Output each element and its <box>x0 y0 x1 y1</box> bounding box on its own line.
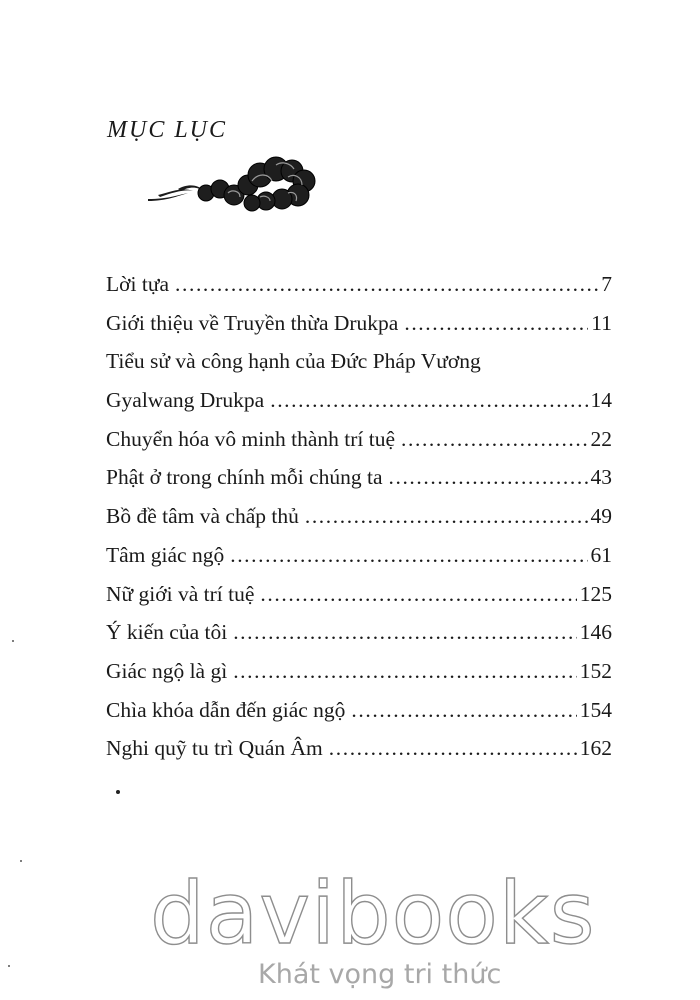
toc-entry-page: 146 <box>579 620 612 645</box>
toc-entry[interactable] <box>106 265 612 304</box>
dot-leader <box>260 575 576 614</box>
toc-entry[interactable] <box>106 458 612 497</box>
dot-leader <box>329 729 577 768</box>
toc-entry[interactable] <box>106 304 612 343</box>
ink-dot <box>116 790 120 794</box>
toc-entry[interactable] <box>106 381 612 420</box>
toc-entry[interactable] <box>106 691 612 730</box>
toc-entry-title-line1[interactable]: Tiểu sử và công hạnh của Đức Pháp Vương <box>106 349 481 374</box>
dot-leader <box>401 420 587 459</box>
toc-heading: MỤC LỤC <box>107 117 228 143</box>
toc-entry-page: 14 <box>590 388 612 413</box>
dot-leader <box>175 265 598 304</box>
toc-entry[interactable] <box>106 729 612 768</box>
toc-entry-page: 154 <box>579 697 612 722</box>
toc-entry[interactable] <box>106 575 612 614</box>
toc-entry-page: 125 <box>579 581 612 606</box>
toc-entry-title: Nghi quỹ tu trì Quán Âm <box>106 736 323 761</box>
toc-entry-page: 152 <box>579 658 612 683</box>
toc-entry-title: Bồ đề tâm và chấp thủ <box>106 504 299 529</box>
toc-entry-title: Gyalwang Drukpa <box>106 388 265 413</box>
cloud-ornament-icon <box>148 155 323 217</box>
toc-entry-title: Chuyển hóa vô minh thành trí tuệ <box>106 426 396 451</box>
publisher-watermark <box>150 864 596 1000</box>
table-of-contents <box>106 265 612 768</box>
toc-entry-page: 49 <box>590 504 612 529</box>
dot-leader <box>351 691 576 730</box>
ink-speck <box>20 860 22 862</box>
toc-entry[interactable] <box>106 652 612 691</box>
toc-entry-page: 22 <box>590 426 612 451</box>
toc-entry-title: Giới thiệu về Truyền thừa Drukpa <box>106 310 399 335</box>
toc-entry[interactable] <box>106 497 612 536</box>
ink-speck <box>12 640 14 642</box>
dot-leader <box>233 652 577 691</box>
dot-leader <box>270 381 587 420</box>
toc-entry-page: 7 <box>601 272 612 296</box>
watermark-brand: davibooks <box>150 864 596 964</box>
dot-leader <box>389 458 588 497</box>
dot-leader <box>230 536 587 575</box>
dot-leader <box>404 304 588 343</box>
toc-entry-title: Ý kiến của tôi <box>106 620 228 645</box>
toc-entry-title: Giác ngộ là gì <box>106 658 228 683</box>
toc-entry-title: Chìa khóa dẫn đến giác ngộ <box>106 697 346 722</box>
ink-speck <box>8 965 10 967</box>
toc-entry-title: Nữ giới và trí tuệ <box>106 581 255 606</box>
toc-entry[interactable] <box>106 420 612 459</box>
toc-entry-page: 11 <box>591 310 612 335</box>
watermark-slogan: Khát vọng tri thức <box>258 959 502 990</box>
toc-entry-title: Phật ở trong chính mỗi chúng ta <box>106 465 383 490</box>
toc-entry[interactable] <box>106 613 612 652</box>
toc-entry-page: 162 <box>579 736 612 761</box>
dot-leader <box>305 497 588 536</box>
toc-entry-page: 43 <box>590 465 612 490</box>
toc-entry-title: Tâm giác ngộ <box>106 542 225 567</box>
toc-entry[interactable] <box>106 536 612 575</box>
dot-leader <box>233 613 577 652</box>
toc-entry-title: Lời tựa <box>106 272 170 296</box>
toc-entry-page: 61 <box>590 542 612 567</box>
